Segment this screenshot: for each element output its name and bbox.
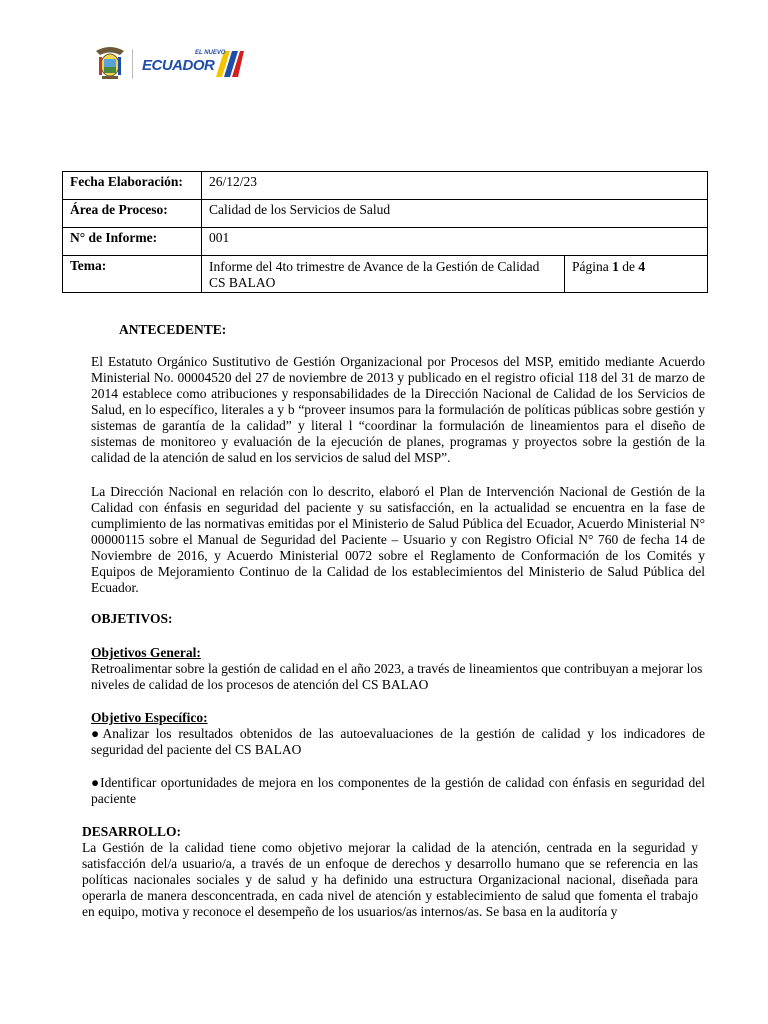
table-row	[63, 256, 708, 293]
ministry-logo	[92, 45, 244, 83]
desarrollo-heading: DESARROLLO:	[82, 824, 182, 839]
antecedente-heading: ANTECEDENTE:	[119, 322, 227, 337]
objetivos-heading: OBJETIVOS:	[91, 611, 173, 626]
objetivo-general-heading: Objetivos General:	[91, 645, 201, 660]
fecha-label: Fecha Elaboración:	[63, 172, 202, 200]
antecedente-paragraph-2: La Dirección Nacional en relación con lo descrito, elaboró el Plan de Intervención Nacional de Gestión de la Calidad con énfasis en seguridad del paciente y su satisfacción, en la actualidad se encuentra en la fase de cumplimiento de las normativas emitidas por el Ministerio de Salud Pública del Ecuador, Acuerdo Ministerial N° 00000115 sobre el Manual de Seguridad del Paciente – Usuario y con Registro Oficial N° 760 de fecha 14 de Noviembre de 2016, y Acuerdo Ministerial 0072 sobre el Reglamento de Conformación de los Comités y Equipos de Mejoramiento Continuo de la Calidad de los establecimientos del Ministerio de Salud Pública del Ecuador.	[91, 484, 705, 595]
objetivo-especifico-item-1: ●Analizar los resultados obtenidos de las autoevaluaciones de la gestión de calidad y los indicadores de seguridad del paciente del CS BALAO	[91, 726, 705, 757]
objetivo-especifico-item-2: ●Identificar oportunidades de mejora en los componentes de la gestión de calidad con énfasis en seguridad del paciente	[91, 775, 705, 806]
report-info-table	[62, 171, 708, 293]
page-total: 4	[638, 259, 646, 274]
logo-wordmark: ECUADOR	[142, 57, 215, 74]
table-row	[63, 172, 708, 200]
antecedente-paragraph-1: El Estatuto Orgánico Sustitutivo de Gestión Organizacional por Procesos del MSP, emitido mediante Acuerdo Ministerial No. 00004520 del 27 de noviembre de 2013 y publicado en el registro oficial 118 del 31 de marzo de 2014 establece como atribuciones y responsabilidades de la Dirección Nacional de Calidad de los Servicios de Salud, en lo específico, literales a y b “proveer insumos para la formulación de políticas públicas sobre gestión y sistemas de garantía de la calidad” y literal l “coordinar la formulación de lineamientos para el diseño de sistemas de monitoreo y evaluación de la ejecución de planes, programas y proyectos sobre la gestión de la calidad de la atención de salud en los servicios de salud del MSP”.	[91, 354, 705, 465]
fecha-value: 26/12/23	[202, 172, 708, 200]
tema-label: Tema:	[63, 256, 202, 293]
desarrollo-paragraph-1: La Gestión de la calidad tiene como objetivo mejorar la calidad de la atención, centrada en la seguridad y satisfacción del/a usuario/a, a través de un enfoque de derechos y desarrollo humano que se referencia en las políticas nacionales sociales y de salud y ha definido una estructura Organizacional nacional, diseñada para operarla de manera desconcentrada, en cada nivel de atención y establecimiento de salud que fomenta el trabajo en equipo, motiva y reconoce el desempeño de los usuarios/as internos/as. Se basa en la auditoría y	[82, 840, 698, 919]
objetivo-especifico-heading: Objetivo Específico:	[91, 710, 208, 725]
objetivo-general-text: Retroalimentar sobre la gestión de calidad en el año 2023, a través de lineamientos que contribuyan a mejorar los niveles de calidad de los procesos de atención del CS BALAO	[91, 661, 703, 692]
area-label: Área de Proceso:	[63, 200, 202, 228]
informe-label: N° de Informe:	[63, 228, 202, 256]
table-row	[63, 228, 708, 256]
area-value: Calidad de los Servicios de Salud	[202, 200, 708, 228]
page-of: de	[618, 259, 639, 274]
page-current: 1	[612, 259, 619, 274]
logo-wordmark-small: EL NUEVO	[195, 50, 226, 56]
page-prefix: Página	[572, 259, 613, 274]
table-row	[63, 200, 708, 228]
page-indicator	[565, 256, 708, 293]
tema-value: Informe del 4to trimestre de Avance de la Gestión de Calidad CS BALAO	[202, 256, 565, 293]
informe-value: 001	[202, 228, 708, 256]
